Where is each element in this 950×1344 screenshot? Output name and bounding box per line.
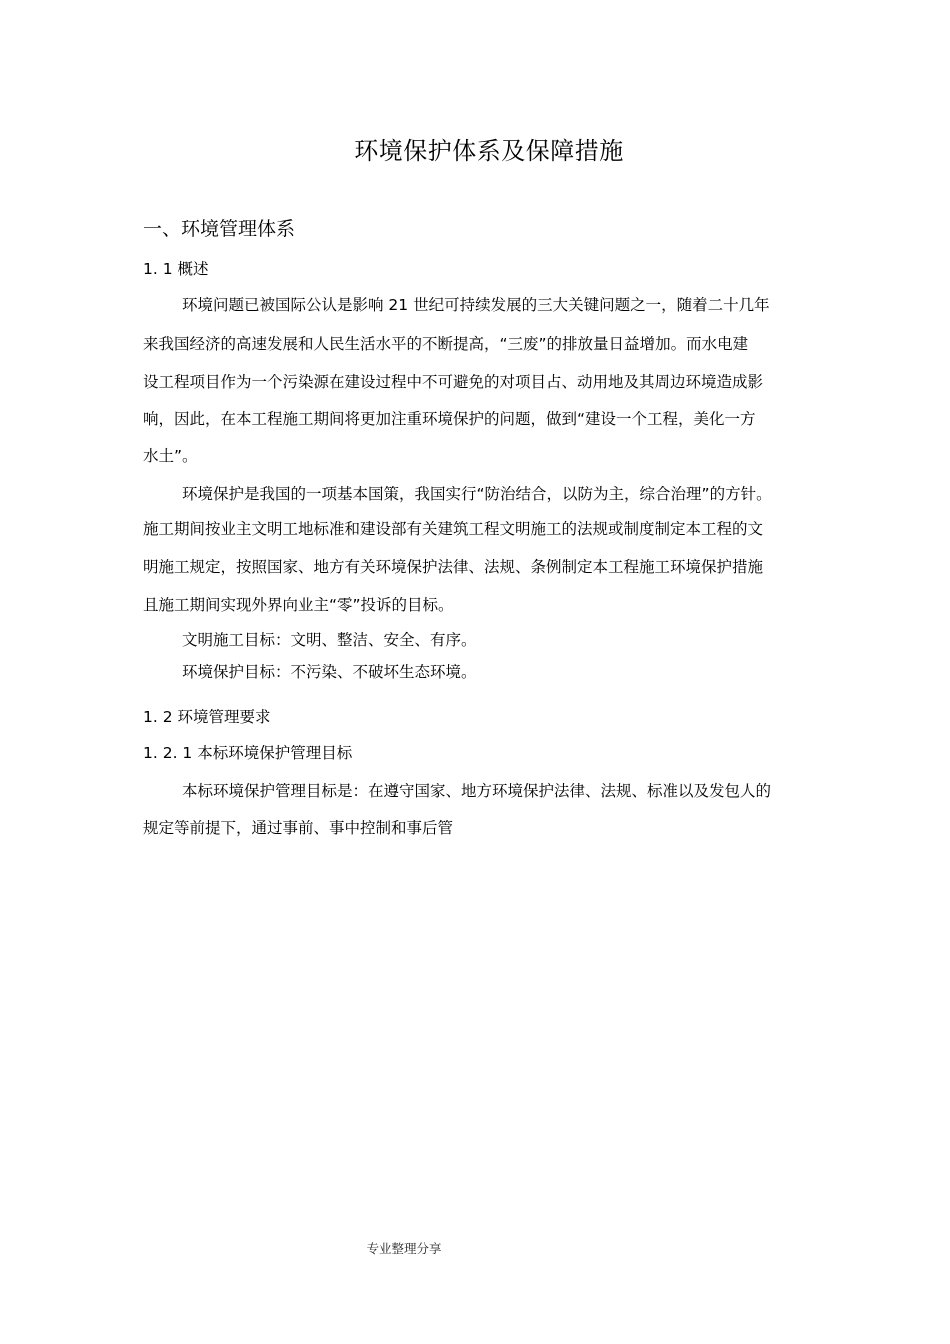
paragraph-1-line-1: 环境问题已被国际公认是影响 21 世纪可持续发展的三大关键问题之一，随着二十几年 [182,296,770,314]
paragraph-1-line-5: 水土”。 [143,447,198,465]
paragraph-1-line-2: 来我国经济的高速发展和人民生活水平的不断提高，“三废”的排放量日益增加。而水电建 [143,335,749,353]
paragraph-2-line-3: 明施工规定，按照国家、地方有关环境保护法律、法规、条例制定本工程施工环境保护措施 [143,558,764,576]
subheading-1-2-1-management-goal: 1. 2. 1 本标环境保护管理目标 [143,744,353,762]
subheading-1-2-requirements: 1. 2 环境管理要求 [143,708,271,726]
section-heading-environment-management-system: 一、环境管理体系 [143,218,296,240]
paragraph-1-line-4: 响，因此，在本工程施工期间将更加注重环境保护的问题，做到“建设一个工程，美化一方 [143,410,756,428]
document-title: 环境保护体系及保障措施 [354,137,624,165]
paragraph-2-line-1: 环境保护是我国的一项基本国策，我国实行“防治结合，以防为主，综合治理”的方针。 [182,485,772,503]
paragraph-3-line-1: 本标环境保护管理目标是：在遵守国家、地方环境保护法律、法规、标准以及发包人的 [182,782,772,800]
environmental-protection-goal: 环境保护目标：不污染、不破坏生态环境。 [182,663,477,681]
paragraph-1-line-3: 设工程项目作为一个污染源在建设过程中不可避免的对项目占、动用地及其周边环境造成影 [143,373,764,391]
page-footer: 专业整理分享 [366,1241,442,1256]
paragraph-3-line-2: 规定等前提下，通过事前、事中控制和事后管 [143,819,454,837]
paragraph-2-line-4: 且施工期间实现外界向业主“零”投诉的目标。 [143,596,454,614]
subheading-1-1-overview: 1. 1 概述 [143,260,209,278]
paragraph-2-line-2: 施工期间按业主文明工地标准和建设部有关建筑工程文明施工的法规或制度制定本工程的文 [143,520,764,538]
civilized-construction-goal: 文明施工目标：文明、整洁、安全、有序。 [182,631,477,649]
